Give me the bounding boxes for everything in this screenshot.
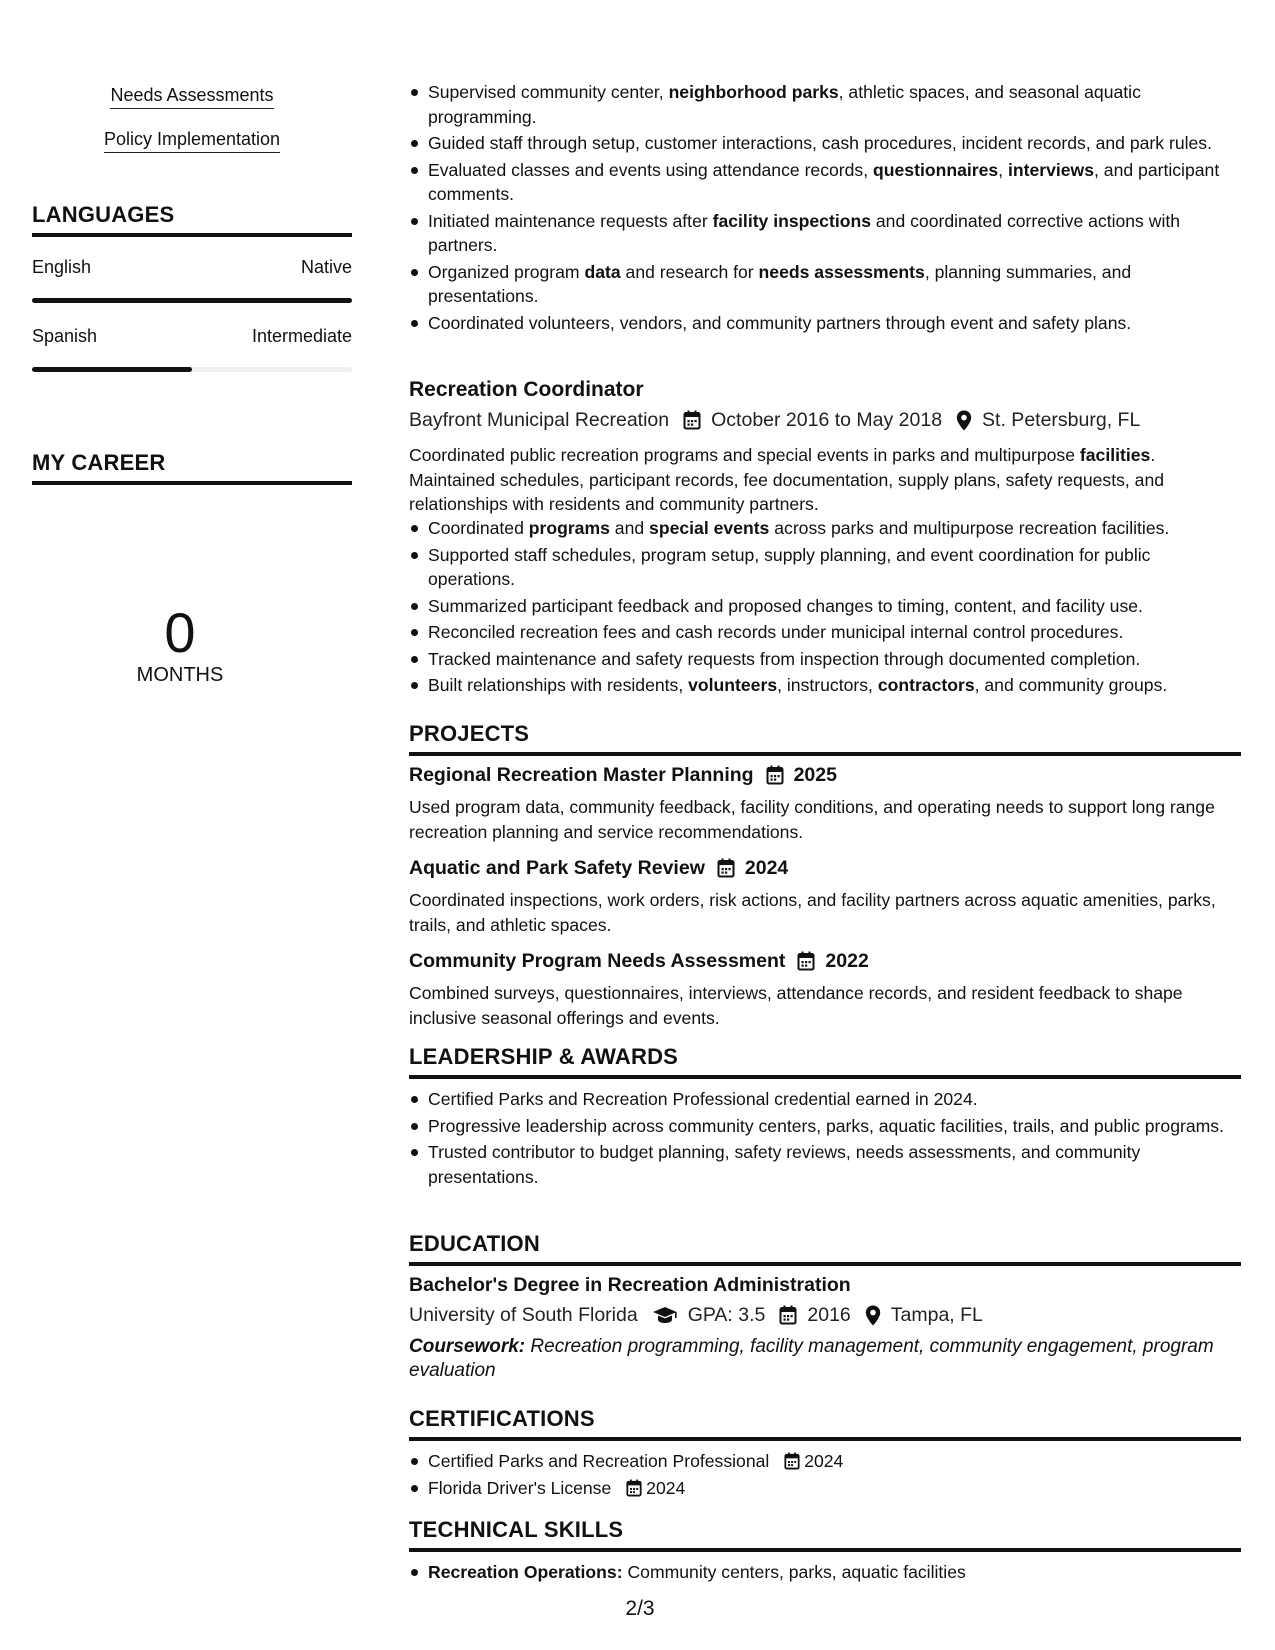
technical-skills-heading: TECHNICAL SKILLS [409, 1517, 1241, 1552]
certification-name: Florida Driver's License [428, 1477, 612, 1498]
list-item: Reconciled recreation fees and cash records under municipal internal control procedures. [409, 620, 1241, 645]
location-pin-icon [956, 410, 972, 431]
language-row [32, 326, 352, 350]
graduation-year: 2016 [807, 1304, 851, 1326]
list-item: Summarized participant feedback and proposed changes to timing, content, and facility use. [409, 594, 1241, 619]
list-item: Supported staff schedules, program setup, supply planning, and event coordination for public operations. [409, 543, 1241, 592]
list-item: Guided staff through setup, customer interactions, cash procedures, incident records, and park rules. [409, 131, 1241, 156]
calendar-icon [626, 1479, 642, 1497]
leadership-bullets [409, 1087, 1241, 1191]
project-title: Regional Recreation Master Planning 2025 [409, 764, 837, 786]
list-item: Recreation Operations: Community centers, parks, aquatic facilities [409, 1560, 1241, 1585]
certification-year: 2024 [646, 1477, 686, 1498]
leadership-heading: LEADERSHIP & AWARDS [409, 1044, 1241, 1079]
list-item: Coordinated volunteers, vendors, and community partners through event and safety plans. [409, 311, 1241, 336]
skill-tag: Needs Assessments [32, 84, 352, 106]
language-level: Intermediate [251, 326, 352, 346]
calendar-icon [797, 951, 815, 971]
language-row [32, 257, 352, 281]
school-name: University of South Florida [409, 1304, 638, 1326]
language-proficiency-bar [32, 298, 352, 303]
language-name: Spanish [32, 326, 98, 346]
education-heading: EDUCATION [409, 1231, 1241, 1266]
list-item: Progressive leadership across community centers, parks, aquatic facilities, trails, and public programs. [409, 1114, 1241, 1139]
page-number: 2/3 [625, 1597, 655, 1620]
project-desc: Coordinated inspections, work orders, risk actions, and facility partners across aquatic amenities, parks, trails, and athletic spaces. [409, 890, 1216, 935]
job-summary: Coordinated public recreation programs and special events in parks and multipurpose facilities. Maintained schedules, participant records, fee documentation, supply plans, safety requests, and relationships with residents and community partners. [409, 445, 1165, 514]
list-item: Coordinated programs and special events across parks and multipurpose recreation facilities. [409, 516, 1241, 541]
language-proficiency-bar [32, 367, 352, 372]
list-item: Organized program data and research for needs assessments, planning summaries, and presentations. [409, 260, 1241, 309]
list-item: Supervised community center, neighborhood parks, athletic spaces, and seasonal aquatic programming. [409, 80, 1241, 129]
language-level: Native [300, 257, 352, 277]
list-item: Built relationships with residents, volunteers, instructors, contractors, and community groups. [409, 673, 1241, 698]
career-unit: MONTHS [136, 664, 224, 686]
calendar-icon [683, 410, 701, 430]
certifications-heading: CERTIFICATIONS [409, 1406, 1241, 1441]
projects-heading: PROJECTS [409, 721, 1241, 756]
education-meta [409, 1302, 1241, 1328]
job-location: St. Petersburg, FL [982, 409, 1141, 431]
prev-job-bullets [409, 80, 1241, 337]
list-item [409, 1449, 1241, 1474]
job-meta [409, 407, 1241, 433]
graduation-cap-icon [652, 1306, 678, 1324]
degree-title: Bachelor's Degree in Recreation Administration [409, 1274, 851, 1296]
language-name: English [32, 257, 92, 277]
coursework: Coursework: Recreation programming, facility management, community engagement, program evaluation [409, 1336, 1214, 1381]
list-item: Tracked maintenance and safety requests from inspection through documented completion. [409, 647, 1241, 672]
project-title: Community Program Needs Assessment 2022 [409, 950, 869, 972]
skill-tag: Policy Implementation [32, 128, 352, 150]
project-desc: Combined surveys, questionnaires, interviews, attendance records, and resident feedback to shape inclusive seasonal offerings and events. [409, 983, 1183, 1028]
gpa: GPA: 3.5 [687, 1304, 766, 1326]
list-item [409, 1476, 1241, 1501]
list-item: Trusted contributor to budget planning, safety reviews, needs assessments, and community presentations. [409, 1140, 1241, 1189]
calendar-icon [717, 858, 735, 878]
employer: Bayfront Municipal Recreation [409, 409, 670, 431]
career-heading: MY CAREER [32, 450, 352, 485]
list-item: Certified Parks and Recreation Professional credential earned in 2024. [409, 1087, 1241, 1112]
list-item: Initiated maintenance requests after facility inspections and coordinated corrective actions with partners. [409, 209, 1241, 258]
project-title: Aquatic and Park Safety Review 2024 [409, 857, 789, 879]
career-value: 0 [164, 601, 196, 664]
calendar-icon [766, 765, 784, 785]
list-item: Evaluated classes and events using attendance records, questionnaires, interviews, and participant comments. [409, 158, 1241, 207]
certification-name: Certified Parks and Recreation Professional [428, 1451, 770, 1471]
project-year: 2025 [793, 764, 837, 786]
calendar-icon [779, 1305, 797, 1325]
technical-skills-list [409, 1560, 1241, 1587]
language-proficiency-fill [32, 298, 352, 303]
school-location: Tampa, FL [890, 1304, 983, 1326]
calendar-icon [784, 1452, 800, 1470]
project-desc: Used program data, community feedback, facility conditions, and operating needs to support long range recreation planning and service recommendations. [409, 797, 1215, 842]
location-pin-icon [865, 1305, 881, 1326]
job-dates: October 2016 to May 2018 [711, 409, 943, 431]
certification-list [409, 1449, 1241, 1502]
job-title: Recreation Coordinator [409, 378, 644, 401]
project-year: 2022 [825, 950, 869, 972]
certification-year: 2024 [804, 1451, 844, 1471]
languages-heading: LANGUAGES [32, 202, 352, 237]
project-year: 2024 [744, 857, 789, 879]
job-bullets [409, 516, 1241, 700]
language-proficiency-fill [32, 367, 192, 372]
